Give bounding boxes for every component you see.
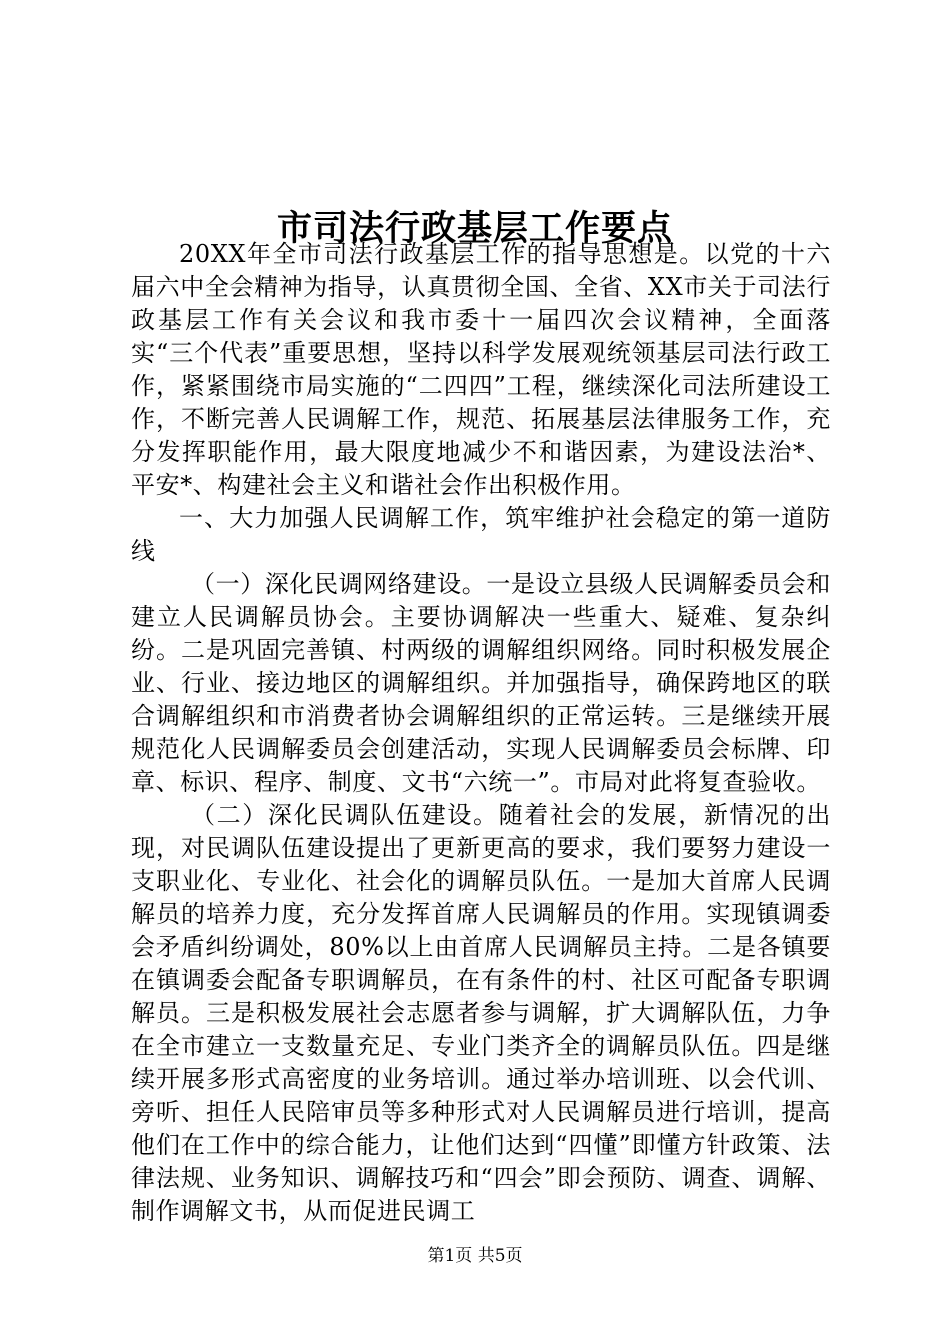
page-title: 市司法行政基层工作要点 bbox=[276, 208, 673, 250]
paragraph-guiding-ideology: 20XX年全市司法行政基层工作的指导思想是。以党的十六届六中全会精神为指导，认真贯彻全国、全省、XX市关于司法行政基层工作有关会议和我市委十一届四次会议精神，全面落实“三个代表”重要思想，坚持以科学发展观统领基层司法行政工作，紧紧围绕市局实施的“二四四”工程，继续深化司法所建设工作，不断完善人民调解工作，规范、拓展基层法律服务工作，充分发挥职能作用，最大限度地减少不和谐因素，为建设法治*、平安*、构建社会主义和谐社会作出积极作用。 bbox=[131, 240, 831, 499]
paragraph-team-building: （二）深化民调队伍建设。随着社会的发展，新情况的出现，对民调队伍建设提出了更新更高的要求，我们要努力建设一支职业化、专业化、社会化的调解员队伍。一是加大首席人民调解员的培养力度，充分发挥首席人民调解员的作用。实现镇调委会矛盾纠纷调处，80%以上由首席人民调解员主持。二是各镇要在镇调委会配备专职调解员，在有条件的村、社区可配备专职调解员。三是积极发展社会志愿者参与调解，扩大调解队伍，力争在全市建立一支数量充足、专业门类齐全的调解员队伍。四是继续开展多形式高密度的业务培训。通过举办培训班、以会代训、旁听、担任人民陪审员等多种形式对人民调解员进行培训，提高他们在工作中的综合能力，让他们达到“四懂”即懂方针政策、法律法规、业务知识、调解技巧和“四会”即会预防、调查、调解、制作调解文书，从而促进民调工 bbox=[131, 801, 831, 1225]
section-heading-1: 一、大力加强人民调解工作，筑牢维护社会稳定的第一道防线 bbox=[131, 504, 831, 565]
document-body bbox=[131, 238, 831, 1228]
paragraph-network-building: （一）深化民调网络建设。一是设立县级人民调解委员会和建立人民调解员协会。主要协调解决一些重大、疑难、复杂纠纷。二是巩固完善镇、村两级的调解组织网络。同时积极发展企业、行业、接边地区的调解组织。并加强指导，确保跨地区的联合调解组织和市消费者协会调解组织的正常运转。三是继续开展规范化人民调解委员会创建活动，实现人民调解委员会标牌、印章、标识、程序、制度、文书“六统一”。市局对此将复查验收。 bbox=[131, 570, 831, 796]
page-footer: 第1页 共5页 bbox=[427, 1246, 523, 1266]
